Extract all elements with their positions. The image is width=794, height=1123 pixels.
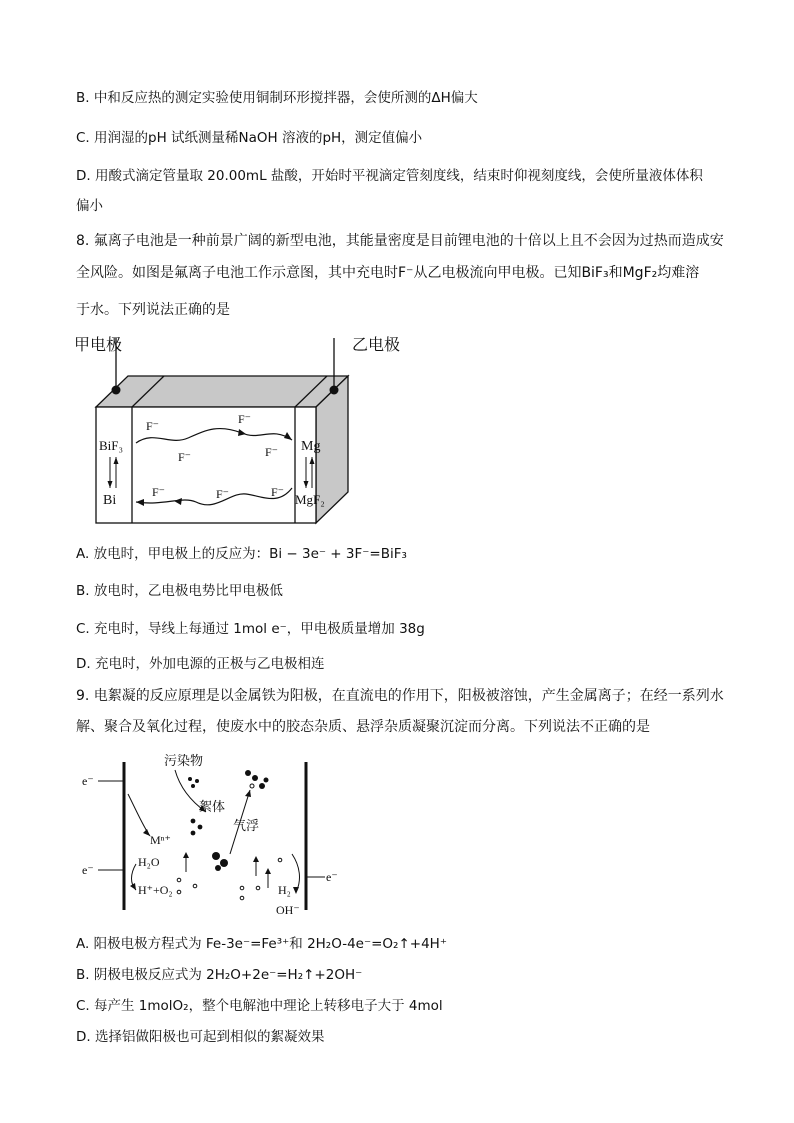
fluoride-ion-label: F⁻ <box>238 412 252 426</box>
q8-stem-line1: 8. 氟离子电池是一种前景广阔的新型电池，其能量密度是目前锂电池的十倍以上且不会因为过热而造成安 <box>76 233 724 249</box>
q9-stem-line1: 9. 电絮凝的反应原理是以金属铁为阳极，在直流电的作用下，阳极被溶蚀，产生金属离子；在经一系列水 <box>76 688 724 704</box>
left-electrode-label: 甲电极 <box>74 335 123 354</box>
q8-stem-line3: 于水。下列说法正确的是 <box>76 302 230 318</box>
q8-stem-line2: 全风险。如图是氟离子电池工作示意图，其中充电时F⁻从乙电极流向甲电极。已知BiF₃和MgF₂均难溶 <box>76 265 700 281</box>
fluoride-battery-diagram <box>66 326 401 532</box>
fluoride-ion-label: F⁻ <box>152 485 166 499</box>
proton-oxygen-label: H⁺+O₂ <box>138 883 173 897</box>
bi-label: Bi <box>103 493 117 508</box>
q8-option-a: A. 放电时，甲电极上的反应为：Bi − 3e⁻ + 3F⁻=BiF₃ <box>76 546 407 562</box>
q7-option-d-line2: 偏小 <box>76 198 103 214</box>
fluoride-ion-label: F⁻ <box>146 419 160 433</box>
electron-label: e⁻ <box>326 870 338 884</box>
fluoride-ion-label: F⁻ <box>271 485 285 499</box>
q7-option-d-line1: D. 用酸式滴定管量取 20.00mL 盐酸，开始时平视滴定管刻度线，结束时仰视刻度线，会使所量液体体积 <box>76 168 703 184</box>
water-label: H₂O <box>138 855 160 869</box>
q9-option-a: A. 阳极电极方程式为 Fe-3e⁻=Fe³⁺和 2H₂O-4e⁻=O₂↑+4H⁺ <box>76 936 447 952</box>
mgf2-label: MgF₂ <box>295 492 325 507</box>
q9-stem-line2: 解、聚合及氧化过程，使废水中的胶态杂质、悬浮杂质凝聚沉淀而分离。下列说法不正确的是 <box>76 719 650 735</box>
flotation-label: 气浮 <box>233 819 260 834</box>
q8-option-b: B. 放电时，乙电极电势比甲电极低 <box>76 583 283 599</box>
mg-label: Mg <box>301 439 321 454</box>
q7-option-b: B. 中和反应热的测定实验使用铜制环形搅拌器，会使所测的ΔH偏大 <box>76 90 478 106</box>
pollutant-label: 污染物 <box>164 754 204 769</box>
left-terminal <box>112 386 121 395</box>
cell-front-face <box>96 407 316 523</box>
q7-option-c: C. 用润湿的pH 试纸测量稀NaOH 溶液的pH，测定值偏小 <box>76 130 423 146</box>
floc-label: 絮体 <box>199 800 226 815</box>
electron-label: e⁻ <box>82 774 94 788</box>
right-electrode-label: 乙电极 <box>352 335 401 354</box>
q8-option-c: C. 充电时，导线上每通过 1mol e⁻，甲电极质量增加 38g <box>76 621 425 637</box>
fluoride-ion-label: F⁻ <box>265 445 279 459</box>
electron-label: e⁻ <box>82 863 94 877</box>
fluoride-ion-label: F⁻ <box>178 450 192 464</box>
electrocoagulation-diagram <box>80 748 350 918</box>
q8-option-d: D. 充电时，外加电源的正极与乙电极相连 <box>76 656 325 672</box>
q9-option-d: D. 选择铝做阳极也可起到相似的絮凝效果 <box>76 1029 325 1045</box>
fluoride-ion-label: F⁻ <box>216 487 230 501</box>
right-terminal <box>330 386 339 395</box>
q9-option-b: B. 阴极电极反应式为 2H₂O+2e⁻=H₂↑+2OH⁻ <box>76 967 363 983</box>
hydroxide-label: OH⁻ <box>276 903 300 917</box>
q9-option-c: C. 每产生 1molO₂，整个电解池中理论上转移电子大于 4mol <box>76 998 443 1014</box>
bif3-label: BiF₃ <box>99 438 124 453</box>
hydrogen-label: H₂ <box>278 883 291 897</box>
metal-ion-label: Mⁿ⁺ <box>150 833 171 847</box>
